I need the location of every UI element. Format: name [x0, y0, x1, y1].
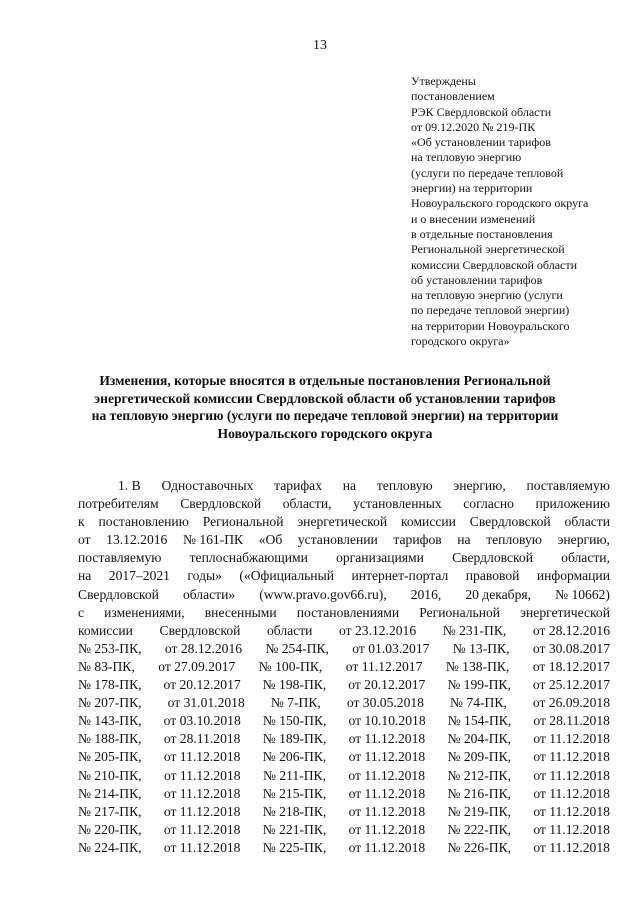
body-line	[78, 712, 610, 730]
body-word: от 11.12.2018	[348, 803, 426, 819]
body-word: от 03.10.2018	[163, 713, 241, 729]
body-word: № 206-ПК,	[262, 749, 327, 765]
document-title	[40, 372, 610, 442]
body-word: от 11.12.2018	[163, 767, 241, 783]
body-word: № 154-ПК,	[447, 713, 512, 729]
body-word: от 11.12.2017	[345, 658, 423, 674]
body-word: комиссии	[401, 514, 456, 530]
body-word: Свердловской	[180, 496, 262, 512]
approval-line: комиссии Свердловской области	[411, 257, 578, 272]
body-word: от 11.12.2018	[348, 767, 426, 783]
body-line	[78, 567, 610, 585]
body-word: области»	[182, 586, 236, 602]
body-word: от 20.12.2017	[348, 677, 426, 693]
body-word: № 214-ПК,	[78, 785, 142, 801]
body-word: 13.12.2016	[106, 532, 168, 548]
body-word: от 28.11.2018	[533, 713, 610, 729]
body-word: Свердловской	[452, 550, 533, 566]
body-word: установленных	[353, 496, 442, 512]
body-word: № 13-ПК,	[452, 640, 510, 656]
body-line	[78, 477, 610, 495]
approval-line: Новоуральского городского округа	[411, 196, 589, 211]
body-word: на	[457, 532, 471, 548]
body-word: области,	[561, 550, 610, 566]
approval-line: и о внесении изменений	[411, 211, 536, 226]
approval-line: от 09.12.2020 № 219-ПК	[411, 119, 536, 134]
body-word: от 26.09.2018	[532, 695, 610, 711]
body-word: № 188-ПК,	[78, 731, 142, 747]
body-word: от 11.12.2018	[348, 821, 426, 837]
body-word: № 212-ПК,	[447, 767, 511, 783]
body-word: потребителям	[78, 496, 159, 512]
body-word: от 20.12.2017	[163, 677, 241, 693]
body-word: тарифах	[274, 478, 323, 493]
body-word: от 11.12.2018	[348, 731, 426, 747]
body-word: № 216-ПК,	[447, 785, 512, 801]
body-word: организациями	[336, 550, 424, 566]
approval-line: постановлением	[411, 89, 495, 104]
body-word: Свердловской	[78, 586, 159, 602]
approval-block	[411, 74, 633, 349]
body-word: на	[78, 568, 92, 584]
body-word: энергию,	[453, 478, 506, 493]
body-line	[78, 531, 610, 549]
body-word: от 11.12.2018	[533, 731, 610, 747]
body-line	[78, 604, 610, 622]
body-word: № 7-ПК,	[270, 695, 321, 711]
body-word: от 11.12.2018	[533, 821, 610, 837]
body-word: установлении	[297, 532, 378, 548]
body-word: № 205-ПК,	[78, 749, 142, 765]
body-word: от 11.12.2018	[533, 839, 610, 855]
body-word: поставляемую	[78, 550, 162, 566]
title-line: энергетической комиссии Свердловской области об установлении тарифов	[94, 390, 556, 406]
body-word: № 215-ПК,	[262, 785, 327, 801]
approval-line: Утверждены	[411, 74, 476, 88]
approval-line: об установлении тарифов	[411, 272, 543, 287]
body-word: № 161-ПК	[182, 532, 244, 548]
body-word: от 31.01.2018	[167, 695, 245, 711]
body-word: № 218-ПК,	[262, 803, 327, 819]
body-word: информации	[536, 568, 610, 584]
body-word: Свердловской	[469, 514, 551, 530]
body-line	[78, 730, 610, 748]
body-word: Одноставочных	[161, 478, 254, 493]
body-word: от 11.12.2018	[163, 821, 241, 837]
body-word: от 11.12.2018	[348, 839, 426, 855]
body-word: № 253-ПК,	[78, 640, 142, 656]
body-word: от 11.12.2018	[348, 785, 426, 801]
body-word: от 11.12.2018	[163, 839, 241, 855]
body-word: № 138-ПК,	[445, 658, 510, 674]
body-word: от 28.11.2018	[163, 731, 241, 747]
body-word: от 01.03.2017	[352, 640, 430, 656]
body-word: от 25.12.2017	[532, 677, 610, 693]
body-word: на	[342, 478, 357, 493]
body-word: № 198-ПК,	[262, 677, 327, 693]
body-line	[78, 821, 610, 839]
body-word: от 27.09.2017	[158, 658, 236, 674]
body-word: годы»	[187, 568, 222, 584]
body-word: № 217-ПК,	[78, 803, 142, 819]
body-word: внесенными	[204, 604, 277, 620]
body-word: № 199-ПК,	[447, 677, 511, 693]
body-word: от 18.12.2017	[532, 658, 610, 674]
body-word: № 254-ПК,	[265, 640, 329, 656]
body-word: Региональной	[202, 514, 284, 530]
body-line	[78, 640, 610, 658]
body-word: энергетической	[520, 604, 610, 620]
page-number: 13	[313, 38, 327, 53]
body-word: области	[267, 622, 313, 638]
body-word: от 11.12.2018	[163, 749, 241, 765]
body-word: № 143-ПК,	[78, 713, 142, 729]
title-line: Новоуральского городского округа	[217, 425, 433, 441]
body-word: № 150-ПК,	[262, 713, 327, 729]
body-line	[78, 513, 610, 531]
approval-line: «Об установлении тарифов	[411, 135, 551, 150]
approval-line: на тепловую энергию (услуги	[411, 288, 563, 303]
body-line	[78, 586, 610, 604]
body-word: № 224-ПК,	[78, 839, 142, 855]
body-word: поставляемую	[526, 478, 610, 493]
body-word: № 220-ПК,	[78, 821, 142, 837]
body-word: области,	[282, 496, 332, 512]
body-word: теплоснабжающими	[189, 550, 308, 566]
body-word: согласно	[463, 496, 514, 512]
body-word: постановлению	[98, 514, 189, 530]
body-word: от 11.12.2018	[163, 785, 241, 801]
approval-line: на территории Новоуральского	[411, 318, 570, 333]
approval-line: по передаче тепловой энергии)	[411, 303, 570, 318]
body-word: от 11.12.2018	[533, 803, 610, 819]
body-word: к	[78, 514, 85, 530]
body-word: интернет-портал	[351, 568, 449, 584]
body-word: с	[78, 604, 85, 620]
body-word: от 11.12.2018	[533, 749, 610, 765]
body-word: энергию,	[557, 532, 610, 548]
body-word: № 207-ПК,	[78, 695, 142, 711]
body-line	[78, 803, 610, 821]
body-word: тепловую	[486, 532, 542, 548]
body-line	[78, 495, 610, 513]
title-line: на тепловую энергию (услуги по передаче тепловой энергии) на территории	[91, 408, 559, 424]
body-word: № 210-ПК,	[78, 767, 142, 783]
body-word: от 28.12.2016	[532, 622, 610, 638]
body-word: от 30.05.2018	[346, 695, 424, 711]
body-word: от 10.10.2018	[348, 713, 426, 729]
body-word: 1. В	[118, 478, 141, 493]
body-word: 2016,	[410, 586, 442, 602]
body-word: № 204-ПК,	[447, 731, 512, 747]
body-word: № 100-ПК,	[258, 658, 323, 674]
body-word: области	[564, 514, 610, 530]
body-word: № 189-ПК,	[262, 731, 327, 747]
approval-line: Региональной энергетической	[411, 242, 565, 257]
body-word: Свердловской	[159, 622, 241, 638]
body-word: тарифов	[393, 532, 442, 548]
body-word: № 74-ПК,	[450, 695, 507, 711]
body-word: (www.pravo.gov66.ru),	[259, 586, 387, 602]
body-line	[78, 676, 610, 694]
body-line	[78, 767, 610, 785]
body-word: 20 декабря,	[465, 586, 532, 602]
body-word: от 23.12.2016	[339, 622, 417, 638]
body-paragraph	[78, 477, 610, 857]
body-word: от 11.12.2018	[348, 749, 426, 765]
body-word: правовой	[465, 568, 520, 584]
body-word: от 28.12.2016	[164, 640, 243, 656]
approval-line: энергии) на территории	[411, 181, 533, 196]
body-word: от 11.12.2018	[533, 785, 610, 801]
approval-line: на тепловую энергию	[411, 150, 522, 165]
body-word: № 211-ПК,	[262, 767, 327, 783]
body-word: № 226-ПК,	[447, 839, 512, 855]
body-word: постановлениями	[296, 604, 400, 620]
body-line	[78, 748, 610, 766]
body-word: энергетической	[297, 514, 388, 530]
body-word: № 222-ПК,	[447, 821, 512, 837]
body-word: № 225-ПК,	[262, 839, 327, 855]
body-word: № 83-ПК,	[78, 658, 135, 674]
body-line	[78, 839, 610, 857]
body-word: приложению	[535, 496, 610, 512]
approval-line: городского округа»	[411, 334, 510, 349]
body-word: № 209-ПК,	[447, 749, 512, 765]
body-word: № 219-ПК,	[447, 803, 512, 819]
body-word: № 10662)	[555, 586, 610, 602]
body-word: № 231-ПК,	[442, 622, 507, 638]
approval-line: РЭК Свердловской области	[411, 104, 552, 119]
body-word: («Официальный	[239, 568, 334, 584]
body-word: от 11.12.2018	[163, 803, 241, 819]
body-word: от 30.08.2017	[532, 640, 610, 656]
approval-line: (услуги по передаче тепловой	[411, 165, 564, 180]
body-line	[78, 549, 610, 567]
body-word: от 11.12.2018	[533, 767, 610, 783]
body-word: Региональной	[419, 604, 501, 620]
title-line: Изменения, которые вносятся в отдельные постановления Региональной	[99, 373, 551, 388]
body-word: изменениями,	[104, 604, 185, 620]
body-line	[78, 785, 610, 803]
body-word: «Об	[258, 532, 283, 548]
body-word: № 221-ПК,	[262, 821, 327, 837]
body-line	[78, 622, 610, 640]
body-word: тепловую	[376, 478, 433, 493]
body-word: № 178-ПК,	[78, 677, 142, 693]
body-word: от	[78, 532, 91, 548]
body-word: 2017–2021	[108, 568, 170, 584]
approval-line: в отдельные постановления	[411, 226, 553, 241]
body-word: комиссии	[78, 622, 133, 638]
body-line	[78, 694, 610, 712]
body-line	[78, 658, 610, 676]
